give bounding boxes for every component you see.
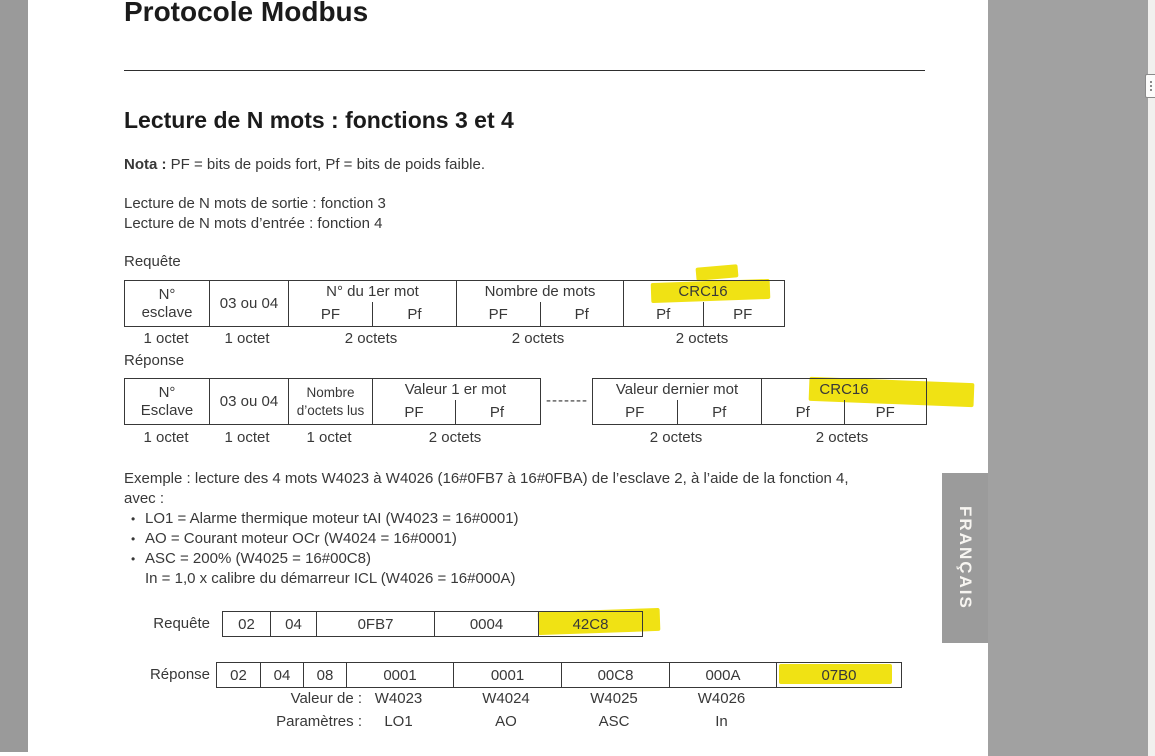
cell-text: PF — [703, 302, 783, 326]
request-col-fonction — [209, 281, 288, 326]
spacer — [216, 713, 345, 730]
intro-lines — [124, 194, 386, 234]
cell-text: PF — [404, 403, 424, 421]
response-octets-1: 1 octet — [143, 429, 189, 446]
request-octets-2: 1 octet — [224, 330, 270, 347]
table-cell: 02 — [230, 666, 247, 684]
param-ref: ASC — [598, 713, 630, 730]
valeur-de-row — [216, 690, 902, 707]
cell-text: N° — [158, 383, 176, 401]
sub-cells — [624, 302, 782, 326]
valeur-de-label: Valeur de : — [290, 690, 362, 707]
response-octets-2: 1 octet — [224, 429, 270, 446]
sub-cells — [457, 302, 623, 326]
response-frame-table-right — [592, 378, 927, 425]
example-request-label: Requête — [153, 615, 210, 632]
sub-cells — [373, 400, 538, 424]
response-col-fonction — [209, 379, 288, 424]
cell-text: Valeur dernier mot — [615, 381, 739, 398]
cell-text: PF — [320, 305, 341, 323]
parametres-row — [216, 713, 902, 730]
example-intro-line-1: Exemple : lecture des 4 mots W4023 à W4026 (16#0FB7 à 16#0FBA) de l’esclave 2, à l’aide de la fonction 4, — [124, 470, 849, 487]
cell-text: Valeur 1 er mot — [404, 381, 507, 398]
request-octets-3: 2 octets — [344, 330, 398, 347]
param-ref: LO1 — [384, 713, 413, 730]
bullet-icon — [124, 569, 145, 756]
request-example-table — [222, 611, 643, 637]
cell-text: PF — [625, 403, 645, 421]
list-item — [124, 509, 944, 529]
cell-text: PF — [844, 400, 927, 424]
spacer — [775, 690, 900, 707]
response-octets-4: 2 octets — [428, 429, 482, 446]
request-octets-5: 2 octets — [675, 330, 729, 347]
frame-separator-dashes: ------- — [546, 392, 588, 409]
cell-text: Esclave — [140, 401, 194, 419]
request-label: Requête — [124, 253, 181, 270]
bullet-text: ASC = 200% (W4025 = 16#00C8) — [145, 550, 371, 567]
word-ref: W4024 — [482, 690, 530, 707]
cell-text: CRC16 — [678, 283, 728, 300]
cell-text: Pf — [372, 302, 456, 326]
word-ref: W4023 — [374, 690, 423, 707]
grip-dots-icon — [1150, 81, 1152, 91]
cell-text: Pf — [656, 305, 671, 323]
response-col-crc16 — [761, 379, 926, 424]
spacer — [775, 713, 900, 730]
request-frame-table — [124, 280, 785, 327]
word-ref: W4026 — [697, 690, 746, 707]
table-cell: 0004 — [434, 612, 538, 636]
example-intro-line-2: avec : — [124, 490, 165, 507]
cell-text: d’octets lus — [296, 402, 365, 418]
intro-line-1: Lecture de N mots de sortie : fonction 3 — [124, 195, 386, 212]
sub-cells — [762, 400, 926, 424]
response-frame-table-left — [124, 378, 541, 425]
list-item — [124, 549, 944, 569]
word-ref: W4025 — [590, 690, 638, 707]
param-ref: AO — [495, 713, 517, 730]
list-item — [124, 529, 944, 549]
bullet-icon: • — [131, 552, 136, 566]
request-col-premier-mot — [288, 281, 456, 326]
cell-text: PF — [488, 305, 508, 323]
scrollbar-thumb[interactable] — [1145, 74, 1155, 98]
cell-text: CRC16 — [819, 381, 869, 398]
table-cell: 08 — [303, 663, 346, 687]
example-response-label: Réponse — [149, 666, 210, 683]
nota-line — [124, 155, 485, 175]
document-title: Protocole Modbus — [124, 0, 369, 27]
cell-text: 03 ou 04 — [219, 294, 279, 312]
response-octets-5: 2 octets — [649, 429, 703, 446]
table-cell: 0FB7 — [316, 612, 434, 636]
table-cell: 07B0 — [776, 663, 901, 687]
request-col-esclave — [125, 281, 209, 326]
table-cell: 000A — [669, 663, 776, 687]
section-title: Lecture de N mots : fonctions 3 et 4 — [124, 107, 514, 133]
cell-text: esclave — [141, 303, 193, 321]
example-intro — [124, 469, 934, 509]
cell-text: Pf — [795, 403, 810, 421]
table-cell: 00C8 — [561, 663, 669, 687]
language-tab: FRANÇAIS — [942, 473, 988, 643]
request-col-nombre-mots — [456, 281, 623, 326]
cell-text: Pf — [540, 302, 624, 326]
cell-text: N° du 1er mot — [326, 283, 419, 300]
response-col-valeur-dernier-mot — [593, 379, 761, 424]
request-octets-1: 1 octet — [143, 330, 189, 347]
bullet-icon: • — [131, 532, 136, 546]
table-cell: 04 — [260, 663, 303, 687]
table-cell: 04 — [270, 612, 316, 636]
bullet-text: LO1 = Alarme thermique moteur tAI (W4023 = 16#0001) — [145, 510, 519, 527]
page-margin-strip-left — [0, 0, 28, 752]
cell-text: 03 ou 04 — [219, 392, 279, 410]
response-col-esclave — [125, 379, 209, 424]
request-octets-4: 2 octets — [511, 330, 565, 347]
scrollbar-track[interactable] — [1148, 0, 1155, 756]
table-cell: 42C8 — [538, 612, 642, 636]
highlighter-mark-crc16-request-blob — [696, 264, 739, 281]
sub-cells — [289, 302, 456, 326]
request-col-crc16 — [623, 281, 782, 326]
viewer-background — [988, 0, 1148, 756]
spacer — [216, 690, 345, 707]
bullet-icon: • — [131, 512, 136, 526]
table-cell: 0001 — [346, 663, 453, 687]
parametres-label: Paramètres : — [276, 713, 362, 730]
response-example-table — [216, 662, 902, 688]
bullet-text: In = 1,0 x calibre du démarreur ICL (W4026 = 16#000A) — [145, 570, 516, 587]
cell-text: N° — [158, 285, 176, 303]
cell-text: Nombre — [306, 384, 355, 400]
nota-text: PF = bits de poids fort, Pf = bits de poids faible. — [166, 156, 486, 173]
title-divider — [124, 70, 925, 71]
table-cell: 02 — [238, 615, 255, 633]
intro-line-2: Lecture de N mots d’entrée : fonction 4 — [124, 215, 383, 232]
cell-text: Nombre de mots — [484, 283, 596, 300]
response-col-octets-lus — [288, 379, 372, 424]
response-col-valeur-1er-mot — [372, 379, 538, 424]
response-octets-3: 1 octet — [306, 429, 352, 446]
sub-cells — [593, 400, 761, 424]
nota-label: Nota : — [124, 156, 167, 173]
cell-text: Pf — [677, 400, 762, 424]
response-octets-6: 2 octets — [815, 429, 869, 446]
bullet-text: AO = Courant moteur OCr (W4024 = 16#0001) — [145, 530, 457, 547]
table-cell: 0001 — [453, 663, 561, 687]
response-label: Réponse — [124, 352, 185, 369]
param-ref: In — [715, 713, 728, 730]
cell-text: Pf — [455, 400, 538, 424]
